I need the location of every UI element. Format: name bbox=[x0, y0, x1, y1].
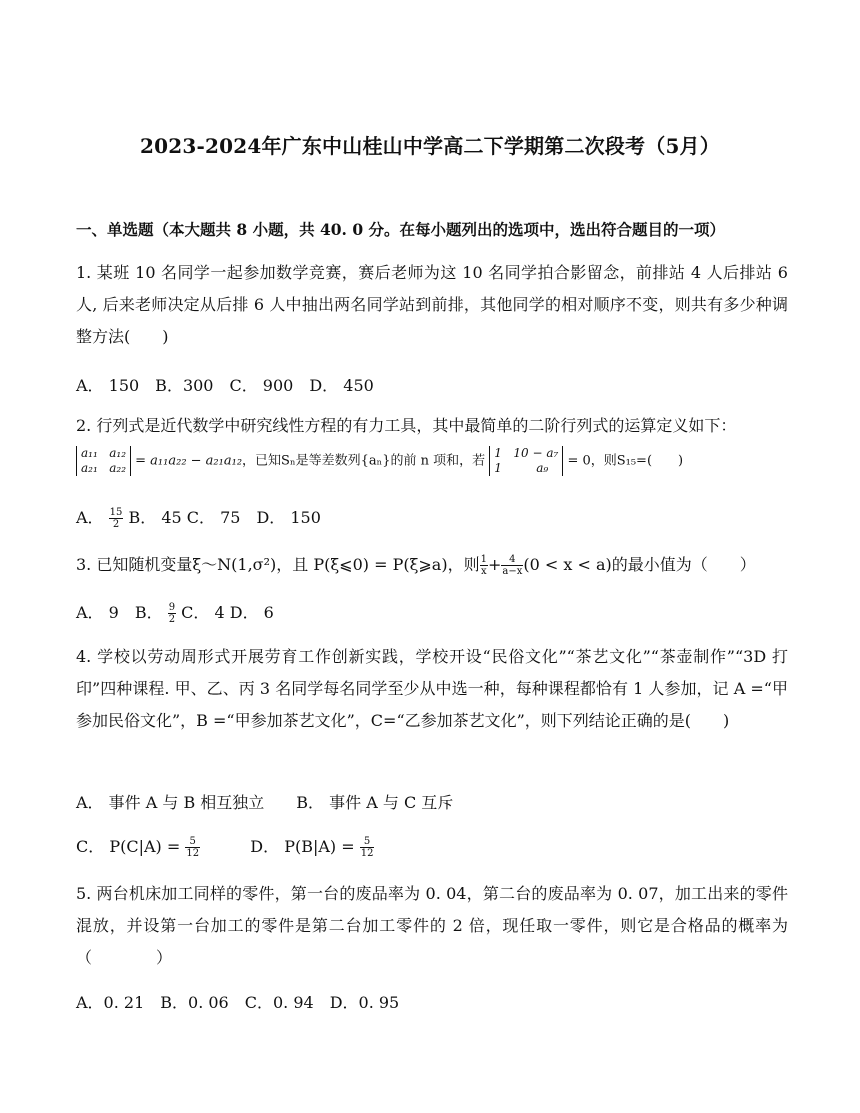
question-2-formula bbox=[76, 446, 683, 476]
question-5-stem: 5. 两台机床加工同样的零件，第一台的废品率为 0. 04，第二台的废品率为 0. 07，加工出来的零件混放，并设第一台加工的零件是第二台加工零件的 2 倍，现任取一零件，则它是合格品的概率为（ ） bbox=[76, 884, 788, 967]
det-a12: a₁₂ bbox=[109, 446, 127, 460]
q4-option-c: C． P(C|A) = bbox=[76, 837, 181, 856]
section-header: 一、单选题（本大题共 8 小题，共 40. 0 分。在每小题列出的选项中，选出符合题目的一项） bbox=[76, 220, 726, 239]
q4-option-c-fraction: $\frac{5}{12}$ bbox=[186, 836, 200, 859]
question-3-stem bbox=[76, 552, 756, 577]
det-a21: a₂₁ bbox=[81, 461, 98, 475]
question-2-options bbox=[76, 505, 321, 530]
q3-options-rest: C． 4 D． 6 bbox=[181, 603, 274, 622]
q3-option-b-fraction: $\frac{9}{2}$ bbox=[168, 602, 176, 625]
det-definition-rhs: = a₁₁a₂₂ − a₂₁a₁₂ bbox=[135, 453, 243, 469]
q3-options-ab: A． 9 B． bbox=[76, 603, 163, 622]
q3-fraction-1: $\frac{1}{x}$ bbox=[480, 554, 487, 577]
det-a11: a₁₁ bbox=[81, 446, 98, 460]
question-3-options bbox=[76, 600, 274, 625]
question-4-stem: 4. 学校以劳动周形式开展劳育工作创新实践，学校开设“民俗文化”“茶艺文化”“茶壶制作”“3D 打印”四种课程. 甲、乙、丙 3 名同学每名同学至少从中选一种，每种课程都恰有 1 人参加，记 A =“甲参加民俗文化”，B =“甲参加茶艺文化”，C=“乙参加茶艺文化”，则下列结论正确的是( ) bbox=[76, 647, 788, 730]
q4-option-d: D． P(B|A) = bbox=[250, 837, 355, 856]
page-title: 2023-2024年广东中山桂山中学高二下学期第二次段考（5月） bbox=[140, 134, 720, 158]
cond-r2c1: 1 bbox=[494, 461, 502, 475]
q3-stem-b: (0 < x < a)的最小值为（ ） bbox=[523, 555, 756, 574]
determinant-condition bbox=[489, 446, 563, 476]
cond-r1c1: 1 bbox=[494, 446, 502, 460]
question-4-options-ab: A． 事件 A 与 B 相互独立 B． 事件 A 与 C 互斥 bbox=[76, 793, 454, 812]
q2-option-a-fraction: $\frac{15}{2}$ bbox=[109, 507, 123, 530]
question-2-cond-rhs: = 0，则S₁₅=( ) bbox=[567, 453, 684, 469]
question-1-stem: 1. 某班 10 名同学一起参加数学竞赛，赛后老师为这 10 名同学拍合影留念，前排站 4 人后排站 6 人, 后来老师决定从后排 6 人中抽出两名同学站到前排，其他同学的相对顺序不变，则共有多少种调整方法( ) bbox=[76, 263, 788, 346]
cond-r1c2: 10 − a₇ bbox=[513, 446, 559, 460]
det-a22: a₂₂ bbox=[109, 461, 127, 475]
q4-option-d-fraction: $\frac{5}{12}$ bbox=[360, 836, 374, 859]
question-4-options-cd bbox=[76, 834, 374, 859]
cond-r2c2: a₉ bbox=[536, 461, 549, 475]
question-1-options: A． 150 B．300 C． 900 D． 450 bbox=[76, 376, 374, 395]
question-2-stem: 2. 行列式是近代数学中研究线性方程的有力工具，其中最简单的二阶行列式的运算定义如下： bbox=[76, 416, 737, 435]
determinant-definition bbox=[76, 446, 131, 476]
q2-options-rest: B． 45 C． 75 D． 150 bbox=[128, 508, 321, 527]
q3-stem-a: 3. 已知随机变量ξ～N(1,σ²)，且 P(ξ⩽0) = P(ξ⩾a)，则 bbox=[76, 555, 480, 574]
q3-fraction-2: $\frac{4}{a-x}$ bbox=[502, 554, 523, 577]
question-5-options: A．0. 21 B．0. 06 C．0. 94 D．0. 95 bbox=[76, 993, 400, 1012]
question-2-known: ，已知Sₙ是等差数列{aₙ}的前 n 项和，若 bbox=[242, 453, 486, 469]
q2-option-a-label: A． bbox=[76, 508, 104, 527]
q3-plus: + bbox=[487, 555, 502, 574]
